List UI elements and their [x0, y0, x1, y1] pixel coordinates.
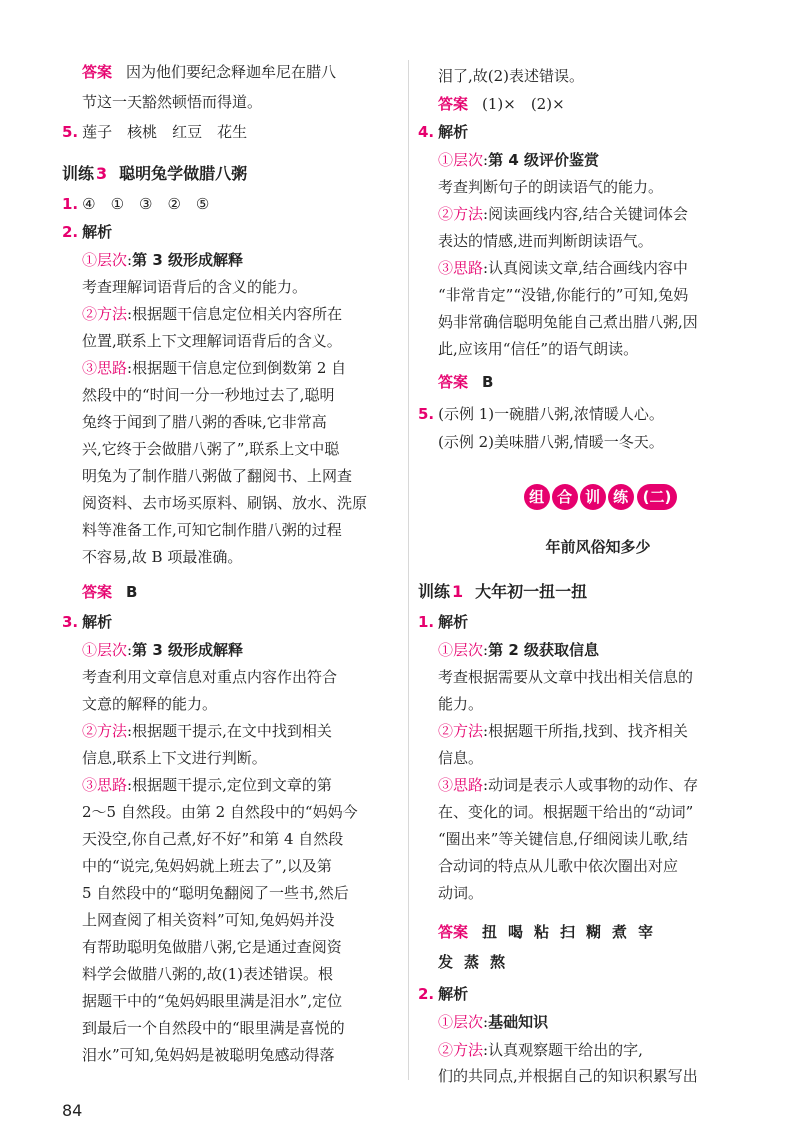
analysis-label: 解析 [82, 613, 113, 631]
question-2-heading [418, 984, 468, 1004]
text-line: 信息。 [438, 749, 484, 767]
text-line: “圈出来”等关键信息,仔细阅读儿歌,结 [438, 830, 688, 848]
text-line: 中的“说完,兔妈妈就上班去了”,以及第 [82, 857, 332, 875]
text-line: 5 自然段中的“聪明兔翻阅了一些书,然后 [82, 884, 349, 902]
level-label: 层次 [453, 641, 484, 659]
marker: ① [438, 151, 454, 169]
text-line: 据题干中的“兔妈妈眼里满是泪水”,定位 [82, 992, 343, 1010]
training-label: 训练 [418, 582, 451, 601]
text-line: 此,应该用“信任”的语气朗读。 [438, 340, 639, 358]
method-text: :根据题干提示,在文中找到相关 [127, 722, 332, 740]
training-title: 大年初一扭一扭 [475, 582, 588, 601]
method-label: 方法 [453, 722, 484, 740]
text-line: 兴,它终于会做腊八粥了”,联系上文中聪 [82, 440, 340, 458]
banner-char: 训 [580, 484, 606, 510]
method-label: 方法 [97, 305, 128, 323]
idea-text: :认真阅读文章,结合画线内容中 [483, 259, 688, 277]
colon: : [127, 641, 133, 659]
idea-line [82, 775, 332, 795]
method-text: :根据题干信息定位相关内容所在 [127, 305, 343, 323]
text-line: 料等准备工作,可知它制作腊八粥的过程 [82, 521, 342, 539]
level-text: 第 2 级获取信息 [488, 641, 599, 659]
method-label: 方法 [453, 205, 484, 223]
text-line: 表达的情感,进而判断朗读语气。 [438, 232, 653, 250]
answer-line [82, 62, 336, 82]
level-label: 层次 [453, 1013, 484, 1031]
analysis-label: 解析 [438, 123, 469, 141]
marker: ③ [438, 776, 454, 794]
marker: ② [438, 1041, 454, 1059]
text-line: 考查理解词语背后的含义的能力。 [82, 278, 308, 296]
idea-label: 思路 [97, 359, 128, 377]
idea-line [438, 258, 688, 278]
level-text: 第 3 级形成解释 [132, 251, 243, 269]
text-line: 妈非常确信聪明兔能自己煮出腊八粥,因 [438, 313, 698, 331]
text-line: 合动词的特点从儿歌中依次圈出对应 [438, 857, 679, 875]
text-line: 文意的解释的能力。 [82, 695, 218, 713]
colon: : [483, 151, 489, 169]
section-banner [500, 484, 700, 510]
question-number: 3. [62, 613, 79, 631]
training-number: 3 [96, 164, 108, 183]
level-text: 第 3 级形成解释 [132, 641, 243, 659]
method-label: 方法 [453, 1041, 484, 1059]
question-5 [418, 404, 664, 424]
text-line: 在、变化的词。根据题干给出的“动词” [438, 803, 694, 821]
question-number: 5. [418, 405, 435, 423]
answer-text: 扭喝粘扫糊煮宰 [482, 923, 665, 941]
question-2-heading [62, 222, 112, 242]
answer-text: (示例 1)一碗腊八粥,浓情暖人心。 [438, 405, 664, 423]
answer-line-2 [438, 952, 516, 972]
answer-label: 答案 [438, 373, 469, 391]
marker: ① [438, 1013, 454, 1031]
training-number: 1 [452, 582, 464, 601]
text-line: 考查判断句子的朗读语气的能力。 [438, 178, 664, 196]
question-number: 5. [62, 123, 79, 141]
method-label: 方法 [97, 722, 128, 740]
analysis-label: 解析 [438, 613, 469, 631]
text-line: 阅资料、去市场买原料、刷锅、放水、洗原 [82, 494, 368, 512]
text-line: 信息,联系上下文进行判断。 [82, 749, 267, 767]
text-line: 有帮助聪明兔做腊八粥,它是通过查阅资 [82, 938, 342, 956]
page-number: 84 [62, 1101, 83, 1120]
answer-label: 答案 [438, 923, 469, 941]
level-text: 第 4 级评价鉴赏 [488, 151, 599, 169]
text-line: 能力。 [438, 695, 484, 713]
text-line: 考查利用文章信息对重点内容作出符合 [82, 668, 338, 686]
colon: : [483, 1013, 489, 1031]
colon: : [483, 641, 489, 659]
question-number: 1. [62, 195, 79, 213]
question-1-heading [418, 612, 468, 632]
level-line [82, 640, 243, 660]
marker: ① [82, 251, 98, 269]
level-text: 基础知识 [488, 1013, 549, 1031]
text-line: 料学会做腊八粥的,故(1)表述错误。根 [82, 965, 334, 983]
text-line: 兔终于闻到了腊八粥的香味,它非常高 [82, 413, 327, 431]
answer-text: 发蒸熬 [438, 953, 517, 971]
marker: ① [438, 641, 454, 659]
level-label: 层次 [97, 641, 128, 659]
training-label: 训练 [62, 164, 95, 183]
marker: ② [82, 305, 98, 323]
method-line [82, 304, 342, 324]
text-line: 位置,联系上下文理解词语背后的含义。 [82, 332, 342, 350]
text-line: 然段中的“时间一分一秒地过去了,聪明 [82, 386, 335, 404]
method-text: :根据题干所指,找到、找齐相关 [483, 722, 688, 740]
level-label: 层次 [453, 151, 484, 169]
question-5 [62, 122, 247, 142]
idea-label: 思路 [97, 776, 128, 794]
idea-text: :动词是表示人或事物的动作、存 [483, 776, 699, 794]
answer-text: 因为他们要纪念释迦牟尼在腊八 [126, 63, 337, 81]
marker: ③ [82, 359, 98, 377]
text-line: 2～5 自然段。由第 2 自然段中的“妈妈今 [82, 803, 358, 821]
text-line: (示例 2)美味腊八粥,情暖一冬天。 [438, 433, 664, 451]
answer-text: B [482, 373, 494, 391]
idea-label: 思路 [453, 776, 484, 794]
level-line [82, 250, 243, 270]
method-line [438, 721, 688, 741]
marker: ③ [82, 776, 98, 794]
question-number: 1. [418, 613, 435, 631]
banner-char: 练 [608, 484, 634, 510]
level-line [438, 150, 599, 170]
answer-text: 莲子 核桃 红豆 花生 [82, 123, 248, 141]
question-1 [62, 194, 209, 214]
answer-text: (1)× (2)× [482, 95, 565, 113]
text-line: 动词。 [438, 884, 484, 902]
level-label: 层次 [97, 251, 128, 269]
answer-line [438, 94, 565, 114]
method-text: :认真观察题干给出的字, [483, 1041, 643, 1059]
question-number: 4. [418, 123, 435, 141]
answer-line [438, 372, 493, 392]
marker: ② [82, 722, 98, 740]
text-line: 泪水”可知,兔妈妈是被聪明兔感动得落 [82, 1046, 335, 1064]
level-line [438, 1012, 548, 1032]
question-number: 2. [62, 223, 79, 241]
question-4-heading [418, 122, 468, 142]
text-line: 上网查阅了相关资料”可知,兔妈妈并没 [82, 911, 335, 929]
text-line: 考查根据需要从文章中找出相关信息的 [438, 668, 694, 686]
text-line: 们的共同点,并根据自己的知识积累写出 [438, 1067, 698, 1085]
method-text: :阅读画线内容,结合关键词体会 [483, 205, 688, 223]
banner-char: 合 [552, 484, 578, 510]
method-line [438, 204, 688, 224]
banner-char: 组 [524, 484, 550, 510]
answer-text: ④ ① ③ ② ⑤ [82, 195, 210, 213]
text-line: 不容易,故 B 项最准确。 [82, 548, 243, 566]
text-line: 到最后一个自然段中的“眼里满是喜悦的 [82, 1019, 345, 1037]
marker: ② [438, 205, 454, 223]
question-3-heading [62, 612, 112, 632]
text-line: 节这一天豁然顿悟而得道。 [82, 93, 263, 111]
answer-line [438, 922, 664, 942]
answer-label: 答案 [82, 583, 113, 601]
marker: ① [82, 641, 98, 659]
idea-label: 思路 [453, 259, 484, 277]
colon: : [127, 251, 133, 269]
idea-text: :根据题干信息定位到倒数第 2 自 [127, 359, 347, 377]
analysis-label: 解析 [438, 985, 469, 1003]
training-3-heading [62, 164, 247, 184]
idea-text: :根据题干提示,定位到文章的第 [127, 776, 332, 794]
text-line: 天没空,你自己煮,好不好”和第 4 自然段 [82, 830, 344, 848]
marker: ③ [438, 259, 454, 277]
training-title: 聪明兔学做腊八粥 [119, 164, 248, 183]
marker: ② [438, 722, 454, 740]
answer-text: B [126, 583, 138, 601]
level-line [438, 640, 599, 660]
text-line: “非常肯定”“没错,你能行的”可知,兔妈 [438, 286, 689, 304]
question-number: 2. [418, 985, 435, 1003]
idea-line [82, 358, 346, 378]
answer-line [82, 582, 137, 602]
answer-label: 答案 [82, 63, 113, 81]
section-subtitle: 年前风俗知多少 [545, 538, 651, 556]
method-line [82, 721, 332, 741]
analysis-label: 解析 [82, 223, 113, 241]
method-line [438, 1040, 643, 1060]
text-line: 明兔为了制作腊八粥做了翻阅书、上网查 [82, 467, 353, 485]
idea-line [438, 775, 698, 795]
text-line: 泪了,故(2)表述错误。 [438, 67, 585, 85]
training-1-heading [418, 582, 587, 602]
banner-char: (二) [637, 484, 678, 510]
column-divider [408, 60, 409, 1080]
answer-label: 答案 [438, 95, 469, 113]
